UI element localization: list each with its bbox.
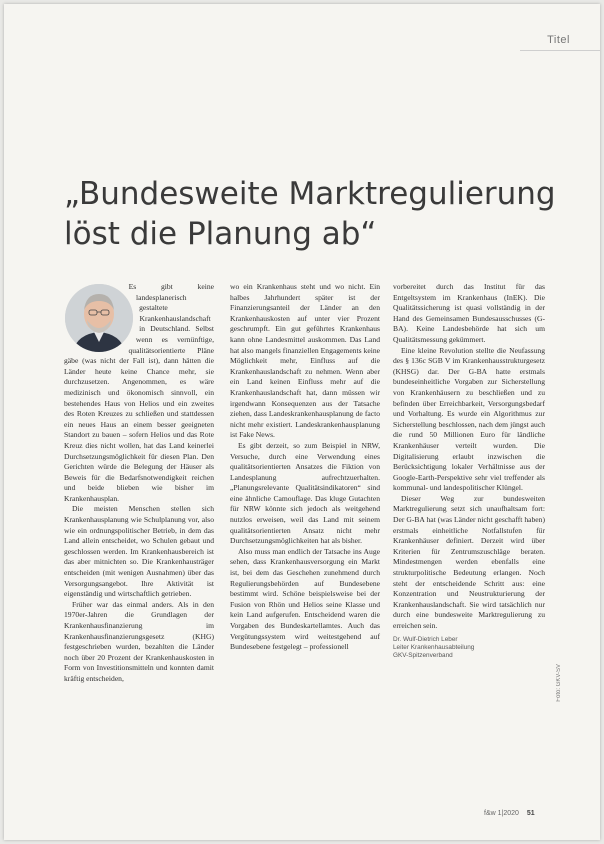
paragraph: Also muss man endlich der Tatsache ins Auge sehen, dass Krankenhausversorgung ein Markt ist, bei dem das Geschehen zunehmend durch Regulierungsbehörden auf Bundesebene bestimmt wird. Schöne beispielsweise bei der Fusion von Rhön und Helios seine Klasse und kein Land aufgerufen. Entscheidend waren die Vorgaben des Bundeskartellamtes. Auch das Vergütungssystem wird weitestgehend auf Bundesebene festgelegt – professionell: [230, 546, 380, 652]
author-credit: [393, 636, 545, 660]
section-label: Titel: [547, 34, 570, 46]
paragraph: wo ein Krankenhaus steht und wo nicht. Ein halbes Jahrhundert später ist der Finanzierungsanteil der Länder an den Krankenhauskosten auf unter vier Prozent geschrumpft. Ein gut geführtes Krankenhaus kann ohne Landesmittel auskommen. Das Land hat also mangels finanziellen Engagements keine Möglichkeit mehr, Einfluss auf die Krankenhauslandschaft zu nehmen. Wenn aber ein Land keinen Einfluss mehr auf die Krankenhauslandschaft hat, dann müssen wir irgendwann Konsequenzen aus der Tatsache ziehen, dass Landeskrankenhausplanung de facto nicht mehr existiert. Landeskrankenhausplanung ist Fake News.: [230, 282, 380, 440]
paragraph: Es gibt derzeit, so zum Beispiel in NRW, Versuche, durch eine Verwendung eines qualitätsorientierten Ansatzes die Fiktion von Landesplanung aufrechtzuerhalten. „Planungsrelevante Qualitätsindikatoren“ sind eine ähnliche Camouflage. Das kluge Gutachten für NRW könnte sich jedoch als weitgehend nutzlos erweisen, weil das Land mit seinem qualitätsorientierten Ansatz nicht mehr Durchsetzungsmöglichkeiten hat als bisher.: [230, 440, 380, 546]
author-organization: GKV-Spitzenverband: [393, 651, 453, 659]
author-portrait: [64, 282, 134, 354]
text-column-1: [64, 282, 214, 685]
issue-number: 1|2020: [497, 810, 519, 817]
magazine-name: f&w: [484, 810, 496, 817]
author-name: Dr. Wulf-Dietrich Leber: [393, 635, 458, 643]
photo-credit: Foto: GKV-SV: [556, 664, 562, 702]
headline: [64, 174, 584, 254]
text-column-3: [393, 282, 545, 660]
page-footer: [484, 810, 535, 817]
author-portrait-image: [64, 282, 134, 354]
section-rule: [520, 50, 600, 51]
headline-line-1: „Bundesweite Marktregulierung: [64, 176, 556, 212]
paragraph: Die meisten Menschen stellen sich Krankenhausplanung wie Schulplanung vor, also wie ein ordnungspolitischer Betrieb, in dem das Land allein entscheidet, wo Schulen gebaut und geschlossen werden. Im Krankenhausbereich ist das aber mitnichten so. Die Krankenhausträger entscheiden (mit wenigen Ausnahmen) über das Versorgungsangebot. Ihre Aktivität ist eigenständig und wirtschaftlich getrieben.: [64, 504, 214, 599]
paragraph: Früher war das einmal anders. Als in den 1970er-Jahren die Grundlagen der Krankenhausfinanzierung im Krankenhausfinanzierungsgesetz (KHG) festgeschrieben wurden, bezahlten die Länder noch über 20 Prozent der Krankenhauskosten in Form von Investitionsmitteln und konnten damit kräftig entscheiden,: [64, 599, 214, 683]
paragraph: Dieser Weg zur bundesweiten Marktregulierung setzt sich unaufhaltsam fort: Der G-BA hat (was Länder nicht geschafft haben) erstmals einheitliche Notfallstufen für Krankenhäuser definiert. Derzeit wird über Kriterien für Zentrumszuschläge beraten. Mindestmengen werden ebenfalls eine strukturpolitische Bedeutung erlangen. Noch steht der entscheidende Schritt aus: eine Konzentration und Neustrukturierung der Krankenhauslandschaft. Sie wird tatsächlich nur durch eine bundesweite Marktregulierung zu erreichen sein.: [393, 493, 545, 630]
page-number: 51: [526, 810, 535, 817]
paragraph: Eine kleine Revolution stellte die Neufassung des § 136c SGB V im Krankenhausstrukturgesetz (KHSG) dar. Der G-BA hatte erstmals bundeseinheitliche Vorgaben zur Sicherstellung von Krankenhäusern zu beschließen und zu befinden über Erreichbarkeit, Versorgungsbedarf und Vorhaltung. Es wurde ein Algorithmus zur Sicherstellung beschlossen, nach dem jüngst auch die rund 50 Millionen Euro für ländliche Krankenhäuser verteilt wurden. Die Digitalisierung erlaubt inzwischen die Berücksichtigung lokaler Verhältnisse aus der Google-Earth-Perspektive sehr viel treffender als kommunal- und landespolitischer Klüngel.: [393, 345, 545, 493]
author-role: Leiter Krankenhausabteilung: [393, 643, 475, 651]
magazine-page: [4, 4, 600, 840]
paragraph: Es gibt keine landesplanerisch gestaltete Krankenhauslandschaft in Deutschland. Selbst wenn es vernünftige, qualitätsorientierte Pläne gäbe (was nicht der Fall ist), dann hätten die Länder heute keine Chance mehr, sie durchzusetzen. Angenommen, es wäre medizinisch und ökonomisch sinnvoll, ein bestehendes Haus von Helios und ein zweites des Roten Kreuzes zu schließen und stattdessen ein neues Haus an einem besser geeigneten Standort zu bauen – sofern Helios und das Rote Kreuz dies nicht wollen, hat das Land keinerlei Durchsetzungsmöglichkeit für diesen Plan. Den Gerichten würde die Belegung der Häuser als Beweis für die Bedarfsnotwendigkeit reichen und beide blieben wie bisher im Krankenhausplan.: [64, 282, 214, 503]
headline-line-2: löst die Planung ab“: [64, 216, 377, 252]
paragraph: vorbereitet durch das Institut für das Entgeltsystem im Krankenhaus (InEK). Die Qualitätssicherung ist quasi vollständig in der Hand des Gemeinsamen Bundesausschusses (G-BA). Keine Landesbehörde hat sich um Qualitätsmessung gekümmert.: [393, 282, 545, 344]
text-column-2: [230, 282, 380, 653]
